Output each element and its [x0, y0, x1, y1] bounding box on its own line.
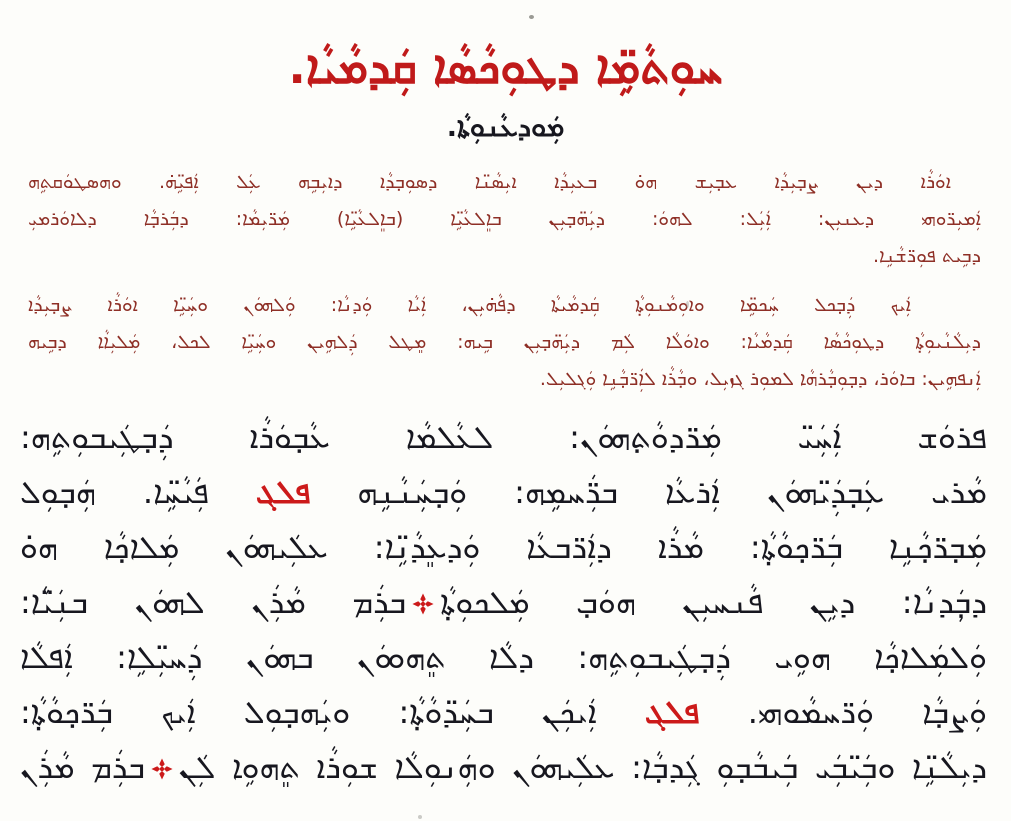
- line-segment: ܒܪܲܡ ܡܵܪܲܢ: [20, 748, 145, 787]
- line-segment: ܐܘܿܪܵܐ ܕܝܢ ܨܒ̣ܝܼܕܵܐ ܥܒ̣ܝܼܫ ܗܘ̇ ܒܥܝܼܕܵܐ ܐܝܼܣܵܢ̈ܐ ܕܣܘܼܒ̣ܕܵܐ ܕܐܝܼܒܹܗ ܥܲܠ ܐܲܦܝܹ̈ܗ̇. ܘܗܣܛܘܿܩܬܹܗ: [28, 171, 951, 194]
- line-segment: ܕܝܼܠܵܢܹ̈ܐ ܘܒܲܝ̈ܒܲܝ ܒܲܝܒܵܒ̣ܘܼ ܓܲܕܒ̣ܵܐ: ܥܠܲܝܗܘܿܢ ܘܗܲܢܘܼܠܵܐ ܫܘܼܪܵܐ ܬܸܗܘܹܐ ܠܲܢ: [178, 748, 988, 787]
- main-text-line: [20, 465, 987, 520]
- rubric-line: [28, 361, 981, 398]
- line-segment: ܒܪܲܡ ܡܵܪܲܢ ܠܗܘܿܢ ܒܢܲܝ̈ܵܐ:: [20, 583, 407, 622]
- rubric-line: [28, 201, 981, 238]
- rubric-line: [28, 238, 981, 275]
- line-segment: ܕܒ̣ܲܕܢܵܐ: ܕܝܹܢ ܦܵܢܚܝܼܢ ܗܘܿܒ̣ ܡܲܠܟܘܼܬ̣ܵܐ: [440, 583, 987, 622]
- main-prayer-text: [20, 410, 987, 795]
- main-text-line: [20, 520, 987, 575]
- line-segment: ܐܲܡܝܼܪ̈ܘܗܝ ܕܥܢܝܼܢ: ܐܲܝܲܠ: ܠܗܘܿ: ܕܝܲܗ̈ܒ̣ܝܼܢ ܒܐܸܠܥܵܝܹ̈ܐ (ܒܐܸܠܥܵܝܹ̈ܐ) ܡܲܪ̈ܝܼܡܵܐ: ܕܒܲܪܒ̣ܵܐ ܕܠܐܘܿܪܡܝܼ: [28, 208, 981, 231]
- line-segment: ܘܲܨܒ̣ܵܐ ܘܲܪ̈ܚܡܵܘܗܝ.: [699, 693, 987, 732]
- main-text-line: [20, 575, 987, 630]
- line-segment: ܦܪܘܿܫ ܐܲܚܲܝ̈ ܡܲܪ̈ܕܘܵܬ̣ܗܘܿܢ: ܠܥܵܠܡܵܐ ܥܵܒ̣ܘܿܪܵܐ ܕܲܒ̣ܛܲܝܒܘܼܬܹܗ:: [20, 418, 987, 457]
- main-text-line: [20, 740, 987, 795]
- rubric-paragraph-2: [28, 287, 981, 398]
- line-segment: ܕܝܼܠܵܢܵܝܘܼܬ̣ܵܐ ܕܛܘܼܟܵܣܵܐ ܩܲܕܡܵܝܵܐ: ܘܐܘܿܠܵܐ ܠܲܡ ܕܝܲܗ̈ܒ̣ܝܼܢ ܒܹܝܗ: ܡܸܛܠ ܕܲܠܗܹܝܢ ܘܚܲܝܹ̈ܐ ܠܟܠ، ܡܲܠܝܼܐܵܐ ܕܒܹܝܗ: [28, 331, 981, 354]
- line-segment: ܕܒܹܝܬ ܦܘܼܪ̈ܫܵܢܹܐ.: [872, 245, 981, 268]
- red-rubric-word: ܦܠܓ: [644, 693, 700, 732]
- page-speck: [529, 15, 534, 19]
- line-segment: ܘܲܠܡܲܠܐܟ̣ܵܐ ܗܘܹܝ ܕܲܒ̣ܛܲܝܒܘܼܬܹܗ: ܕܠܵܐ ܬܸܗܘܘܿܢ ܒܗܘܿܢ ܕܲܚܝܼ̈ܠܹܐ: ܐܲܦܠܵܐ: [20, 638, 987, 677]
- page-subtitle: ܡܲܘܕܥܵܢܘܼܬܵܐ.: [446, 112, 565, 144]
- main-text-line: [20, 410, 987, 465]
- rubric-line: [28, 164, 981, 201]
- rubric-line: [28, 287, 981, 324]
- rubric-line: [28, 324, 981, 361]
- page-speck: [418, 815, 422, 819]
- line-segment: ܡܲܒ̣ܪ̈ܟ̣ܵܢܹܐ ܒܲܪ̈ܟ̣ܘܵܬ̣ܵܐ: ܡܵܪܵܐ ܕܐܲܪ̈ܒܥܵܐ ܘܲܕܥܸܕܵܢܹ̈ܐ: ܥܠܲܝܗܘܿܢ ܡܲܠܐܟ̣ܵܐ ܗܘ̇: [20, 528, 987, 567]
- red-rubric-word: ܦܠܓ: [255, 473, 311, 512]
- line-segment: ܐܲܝܟܲܢ ܒܚܲܕ̈ܘܵܬ̣ܵܐ: ܘܝܲܗܒ̣ܘܼܠ ܐܲܝܟ ܒܲܪ̈ܟ̣ܘܵܬ̣ܵܐ:: [20, 693, 645, 732]
- main-text-line: [20, 630, 987, 685]
- line-segment: ܡܵܪܝ ܥܲܒ̣ܕܲܝ̈ܗܘܿܢ ܐܲܪܥܵܐ ܒܪ̈ܲܚܡܹܗ: ܘܲܒ̣ܚܲܢܵܢܹܗ: [310, 473, 987, 512]
- main-text-line: [20, 685, 987, 740]
- line-segment: ܐܲܝܟ ܕܲܒ̣ܟܠ ܚܲܟܡܹ̈ܐ ܘܐܘܼܡܵܢܘܼܬ̣ܵܐ ܩܲܕܡܵܝܬܵܐ ܕܦܵܗ̇ܝܼܢ، ܐܲܝܵܐ ܘܲܕܢܵܐ: ܘܲܠܗܘܿܢ ܘܚܲܝܹ̈ܐ ܐܘܿܪܵܐ ܨܒ̣ܝܼܕܵܐ: [28, 294, 911, 317]
- rubric-paragraph-1: [28, 164, 981, 275]
- page-title: ܚܘܼܬܵܡܹ̈ܐ ܕܛܘܼܟܵܣܵܐ ܩܲܕܡܵܝܵܐ.: [288, 40, 723, 94]
- section-rosette-icon: [151, 758, 173, 780]
- line-segment: ܐܲܢܦܗܹܝܢ: ܒܐܘܿܪ، ܕܒ̣ܘܼܒ̣ܵܪܗܵܐ ܠܡܘܼܪ ܓܙܝܼܠ، ܘܒ̣ܵܪܵܐ ܠܐܲܪ̈ܒ̣ܵܢܹܐ ܘܲܓܠܝܼܠ.: [539, 368, 981, 391]
- page-speck: [686, 301, 689, 308]
- section-rosette-icon: [412, 593, 434, 615]
- line-segment: ܦܲܝܵܚܹ̈ܐ. ܗܲܒ̣ܘܼܠ: [20, 473, 256, 512]
